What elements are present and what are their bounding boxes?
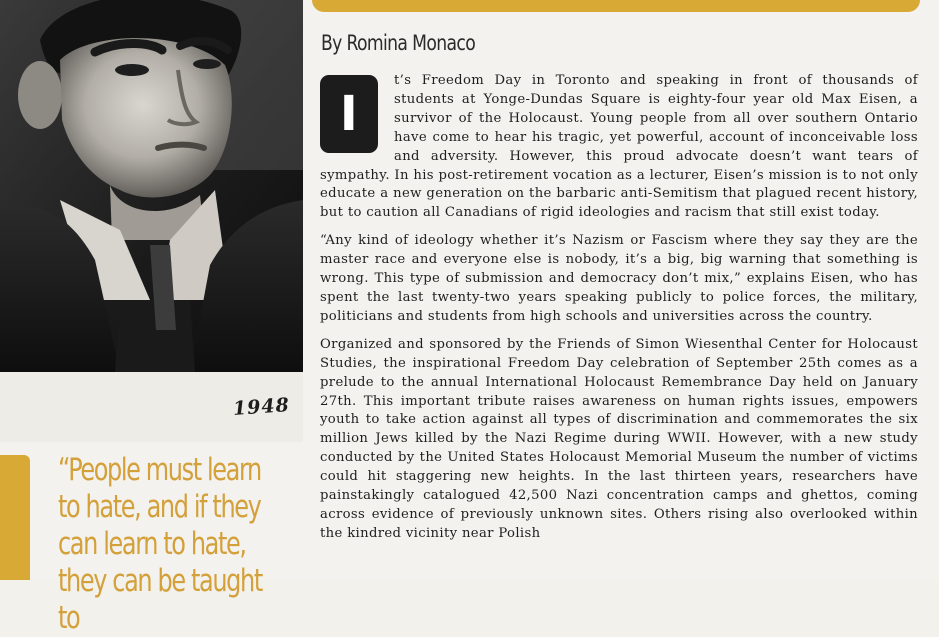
- article-paragraph: “Any kind of ideology whether it’s Nazism or Fascism where they say they are the master race and everyone else is nobody, it’s a big, big warning that something is wrong. This type of submission and democracy don’t mix,” explains Eisen, who has spent the last twenty-two years speaking publicly to police forces, the military, politicians and students from high schools and universities across the country.: [320, 233, 918, 324]
- drop-cap: I: [320, 75, 378, 153]
- byline: By Romina Monaco: [321, 31, 476, 55]
- quote-accent-bar: [0, 455, 30, 580]
- article-paragraph: [320, 72, 918, 223]
- photo-year-caption: 1948: [232, 394, 291, 420]
- article-paragraph: Organized and sponsored by the Friends of Simon Wiesenthal Center for Holocaust Studies, the inspirational Freedom Day celebration of September 25th comes as a prelude to the annual International Holocaust Remembrance Day held on January 27th. This important tribute raises awareness on human rights issues, empowers youth to take action against all types of discrimination and commemorates the six million Jews killed by the Nazi Regime during WWII. However, with a new study conducted by the United States Holocaust Memorial Museum the number of victims could hit staggering new heights. In the last thirteen years, researchers have painstakingly catalogued 42,500 Nazi concentration camps and ghettos, coming across evidence of previously unknown sites. Others rising also overlooked within the kindred vicinity near Polish: [320, 336, 918, 541]
- paragraph-text: t’s Freedom Day in Toronto and speaking in front of thousands of students at Yonge-Dundas Square is eighty-four year old Max Eisen, a survivor of the Holocaust. Young people from all over southern Ontario have come to hear his tragic, yet powerful, account of inconceivable loss and adversity. However, this proud advocate doesn’t want tears of sympathy. In his post-retirement vocation as a lecturer, Eisen’s mission is to not only educate a new generation on the barbaric anti-Semitism that plagued recent history, but to caution all Canadians of rigid ideologies and racism that still exist today.: [320, 73, 918, 221]
- pull-quote: “People must learn to hate, and if they can learn to hate, they can be taught to: [58, 452, 262, 636]
- portrait-image: [0, 0, 303, 372]
- header-accent-bar: [312, 0, 920, 12]
- article-body: [320, 72, 918, 553]
- portrait-photo: [0, 0, 303, 372]
